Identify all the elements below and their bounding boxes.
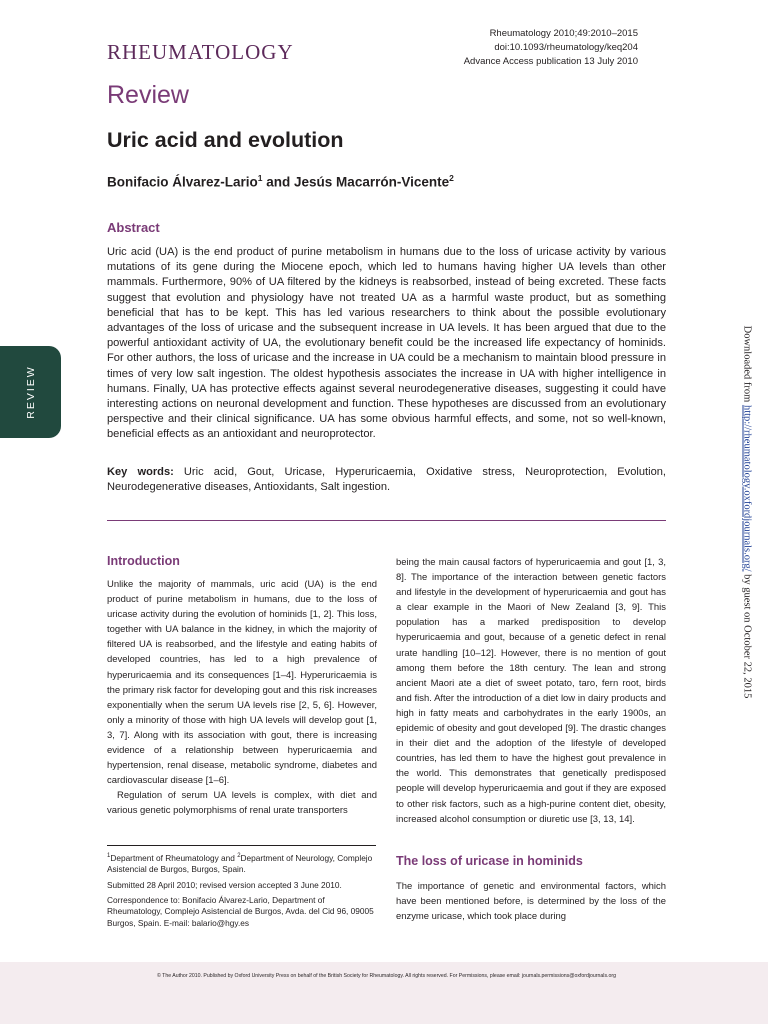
author-joiner: and [262,174,295,190]
correspondence: Correspondence to: Bonifacio Álvarez-Lario, Department of Rheumatology, Complejo Asistencial de Burgos, Avda. del Cid 96, 09005 Burgos, Spain. E-mail: balario@hgy.es [107,894,374,928]
copyright-footer: © The Author 2010. Published by Oxford University Press on behalf of the British Society for Rheumatology. All rights reserved. For Permissions, please email: journals.permissions@oxfordjournals.org [157,973,616,979]
author-1: Bonifacio Álvarez-Lario [107,174,258,190]
keywords [107,465,666,495]
submission-dates: Submitted 28 April 2010; revised version accepted 3 June 2010. [107,879,342,890]
abstract-text: Uric acid (UA) is the end product of purine metabolism in humans due to the loss of uricase activity by various mutations of its gene during the Miocene epoch, which led to humans having higher UA levels than other mammals. Furthermore, 90% of UA filtered by the kidneys is reabsorbed, instead of being excreted. These facts suggest that evolution and physiology have not treated UA as a harmful waste product, but as something beneficial that has to be kept. This has led various researchers to think about the possible evolutionary advantages of the loss of uricase and the subsequent increase in UA levels. It has been argued that due to the powerful antioxidant activity of UA, the evolutionary benefit could be the increased life expectancy of hominids. For other authors, the loss of uricase and the increase in UA could be a mechanism to maintain blood pressure in times of very low salt ingestion. The oldest hypothesis associates the increase in UA with higher intelligence in humans. Finally, UA has protective effects against several neurodegenerative diseases, suggesting it could have interesting actions on neuronal development and function. These hypotheses are discussed from an evolutionary perspective and their clinical significance. UA has some obvious harmful effects, and some, not so well-known, beneficial effects as an antioxidant and neuroprotector. [107,246,666,441]
author-line [107,173,454,190]
affiliation-2: Department of Neurology, Complejo Asistencial de Burgos, Burgos, Spain. [107,852,373,875]
author-2: Jesús Macarrón-Vicente [294,174,450,190]
affiliation-2-mark: 2 [237,853,241,859]
article-title: Uric acid and evolution [107,128,344,152]
advance-access: Advance Access publication 13 July 2010 [463,56,638,67]
abstract-heading: Abstract [107,220,160,235]
affiliation-1-mark: 1 [107,853,111,859]
loss-of-uricase-heading: The loss of uricase in hominids [396,854,583,868]
affiliation-1: Department of Rheumatology and [110,852,238,863]
doi: doi:10.1093/rheumatology/keq204 [494,42,638,53]
author-1-affiliation: 1 [257,173,263,183]
column-right [396,555,666,827]
introduction-heading: Introduction [107,554,180,568]
download-notice [742,326,753,699]
section-type: Review [107,81,189,109]
keywords-list: Uric acid, Gout, Uricase, Hyperuricaemia, Oxidative stress, Neuroprotection, Evolution, Neurodegenerative diseases, Antioxidants, Salt ingestion. [107,466,666,494]
intro-paragraph-3: being the main causal factors of hyperuricaemia and gout [1, 3, 8]. The importance of the interaction between genetic factors and lifestyle in the development of hyperuricaemia and gout has a clear example in the Maori of New Zealand [3, 9]. This population has a marked predisposition to develop hyperuricaemia and gout, because of a genetic defect in renal urate handling [10–12]. However, there is no mention of gout among them before the 18th century. The lean and strong ancient Maori ate a diet of sweet potato, taro, fern root, birds and fish. After the introduction of a diet low in dairy products and high in fatty meats and carbohydrates in the early 1900s, an epidemic of obesity and gout developed [9]. The drastic changes in their diet and the adoption of the lifestyle of developed countries, has led them to have the highest gout prevalence in the world. This demonstrates that genetically predisposed people will develop hyperuricaemia and gout if they are exposed to other risk factors, such as a high-purine content diet, obesity, increased alcohol consumption or diuretic use [3, 13, 14]. [396,557,666,825]
footer-band [0,962,768,1024]
intro-paragraph-2: Regulation of serum UA levels is complex, with diet and various genetic polymorphisms of renal urate transporters [107,790,377,817]
author-2-affiliation: 2 [449,173,454,183]
column-right-lower [396,879,666,924]
section-divider [107,520,666,521]
review-side-tab [0,346,61,438]
download-prefix: Downloaded from [741,325,753,405]
affiliations [107,851,376,876]
side-tab-label: REVIEW [24,365,37,419]
loss-paragraph-1: The importance of genetic and environmental factors, which have been mentioned before, is determined by the loss of the enzyme uricase, which took place during [396,881,666,923]
footnotes [107,851,376,933]
citation-block [464,27,638,69]
download-suffix: by guest on October 22, 2015 [741,571,753,699]
intro-paragraph-1: Unlike the majority of mammals, uric acid (UA) is the end product of purine metabolism in humans, due to the loss of uricase activity during the evolution of hominids [1, 2]. This loss, together with UA balance in the kidney, in which the majority of filtered UA is reabsorbed, and the lifestyle and eating habits of developed countries, has led to a high prevalence of hyperuricaemia and its consequences [1–4]. Hyperuricaemia is the primary risk factor for developing gout and this risk increases exponentially when the serum UA levels rise [2, 5, 6]. However, only a minority of those with high UA levels will develop gout [1, 3, 7]. Along with its association with gout, there is increasing evidence of a relationship between hyperuricaemia and hypertension, renal disease, metabolic syndrome, diabetes and cardiovascular disease [1–6]. [107,579,377,787]
citation: Rheumatology 2010;49:2010–2015 [489,28,638,39]
journal-name: RHEUMATOLOGY [107,40,294,64]
footnote-divider [107,845,376,846]
column-left [107,577,377,819]
download-link[interactable]: http://rheumatology.oxfordjournals.org/ [741,404,753,572]
keywords-label: Key words: [107,466,174,478]
